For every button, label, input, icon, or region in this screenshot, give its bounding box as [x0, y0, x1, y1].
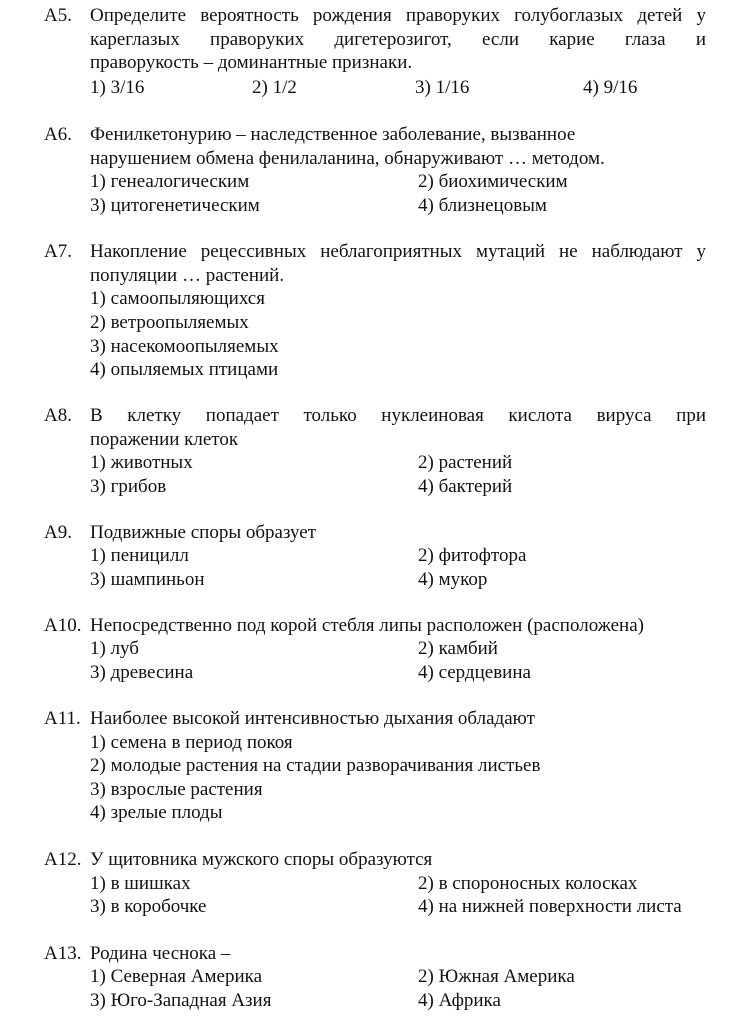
question-number: А8.	[44, 405, 72, 426]
answer-option[interactable]: 4) 9/16	[583, 77, 638, 98]
stem-line: популяции … растений.	[90, 264, 285, 286]
stem-line: кареглазых праворуких дигетерозигот, если карие глаза и	[90, 28, 706, 50]
answer-option[interactable]: 4) опыляемых птицами	[90, 359, 279, 380]
stem-line: Непосредственно под корой стебля липы расположен (расположена)	[90, 615, 644, 636]
question-stem	[90, 123, 706, 170]
answer-option[interactable]: 3) 1/16	[415, 77, 470, 98]
answer-option[interactable]: 3) в коробочке	[90, 896, 207, 917]
stem-line: нарушением обмена фенилаланина, обнаруживают … методом.	[90, 147, 605, 169]
answer-option[interactable]: 3) грибов	[90, 476, 167, 497]
question-stem	[90, 4, 706, 75]
answer-option[interactable]: 4) Африка	[418, 990, 501, 1011]
question-number: А13.	[44, 943, 82, 964]
answer-option[interactable]: 4) на нижней поверхности листа	[418, 896, 682, 917]
answer-option[interactable]: 2) молодые растения на стадии разворачивания листьев	[90, 755, 541, 776]
answer-option[interactable]: 2) 1/2	[252, 77, 297, 98]
answer-option[interactable]: 1) самоопыляющихся	[90, 288, 265, 309]
question-number: А10.	[44, 615, 82, 636]
answer-option[interactable]: 2) камбий	[418, 638, 498, 659]
stem-line: праворукость – доминантные признаки.	[90, 52, 413, 73]
answer-option[interactable]: 2) в спороносных колосках	[418, 873, 638, 894]
stem-line: У щитовника мужского споры образуются	[90, 849, 433, 870]
stem-line: Родина чеснока –	[90, 943, 231, 964]
question-stem	[90, 404, 706, 451]
question-number: А12.	[44, 849, 82, 870]
answer-option[interactable]: 2) растений	[418, 452, 513, 473]
answer-option[interactable]: 3) Юго-Западная Азия	[90, 990, 272, 1011]
stem-line: Фенилкетонурию – наследственное заболевание, вызванное	[90, 124, 576, 145]
answer-option[interactable]: 4) зрелые плоды	[90, 802, 223, 823]
answer-option[interactable]: 3) шампиньон	[90, 569, 205, 590]
stem-line: Определите вероятность рождения праворуких голубоглазых детей у	[90, 5, 706, 26]
answer-option[interactable]: 1) Северная Америка	[90, 966, 263, 987]
answer-option[interactable]: 1) генеалогическим	[90, 171, 250, 192]
answer-option[interactable]: 2) фитофтора	[418, 545, 527, 566]
answer-option[interactable]: 4) близнецовым	[418, 195, 547, 216]
answer-option[interactable]: 2) ветроопыляемых	[90, 312, 249, 333]
question-number: А5.	[44, 5, 72, 26]
answer-option[interactable]: 1) пеницилл	[90, 545, 189, 566]
stem-line: Накопление рецессивных неблагоприятных мутаций не наблюдают у	[90, 241, 706, 262]
answer-option[interactable]: 2) биохимическим	[418, 171, 568, 192]
answer-option[interactable]: 3) насекомоопыляемых	[90, 336, 279, 357]
question-number: А6.	[44, 124, 72, 145]
answer-option[interactable]: 4) сердцевина	[418, 662, 531, 683]
answer-option[interactable]: 3) цитогенетическим	[90, 195, 260, 216]
answer-option[interactable]: 3) взрослые растения	[90, 779, 263, 800]
question-stem	[90, 521, 706, 545]
stem-line: поражении клеток	[90, 428, 239, 450]
answer-option[interactable]: 2) Южная Америка	[418, 966, 575, 987]
question-number: А7.	[44, 241, 72, 262]
stem-line: Подвижные споры образует	[90, 522, 317, 543]
question-stem	[90, 942, 706, 966]
answer-option[interactable]: 1) животных	[90, 452, 193, 473]
question-stem	[90, 707, 706, 731]
answer-option[interactable]: 1) 3/16	[90, 77, 145, 98]
answer-option[interactable]: 1) луб	[90, 638, 139, 659]
stem-line: В клетку попадает только нуклеиновая кислота вируса при	[90, 405, 706, 426]
answer-option[interactable]: 4) мукор	[418, 569, 488, 590]
answer-option[interactable]: 1) в шишках	[90, 873, 191, 894]
question-stem	[90, 848, 706, 872]
question-stem	[90, 614, 706, 638]
question-stem	[90, 240, 706, 287]
question-number: А11.	[44, 708, 81, 729]
answer-option[interactable]: 4) бактерий	[418, 476, 513, 497]
answer-option[interactable]: 3) древесина	[90, 662, 194, 683]
question-number: А9.	[44, 522, 72, 543]
answer-option[interactable]: 1) семена в период покоя	[90, 732, 293, 753]
stem-line: Наиболее высокой интенсивностью дыхания обладают	[90, 708, 535, 729]
